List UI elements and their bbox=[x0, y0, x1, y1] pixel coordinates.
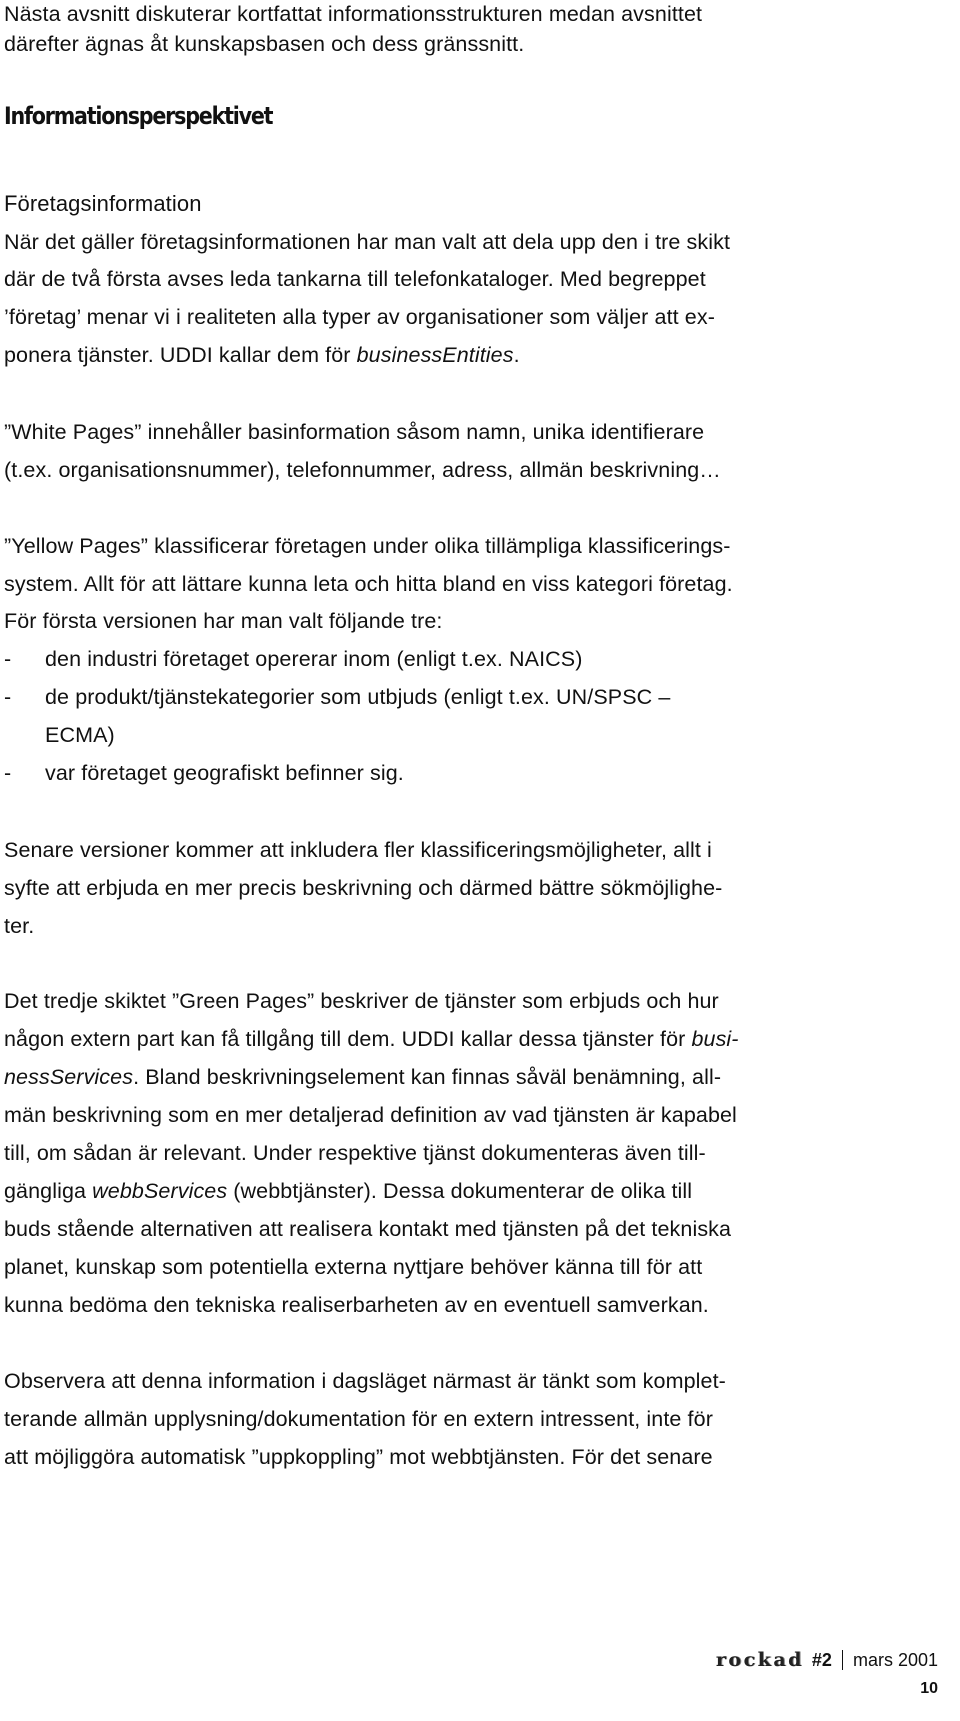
para4-line-2: syfte att erbjuda en mer precis beskrivning och därmed bättre sökmöjlighe- bbox=[4, 876, 723, 900]
para5-line-6 bbox=[4, 1177, 692, 1205]
para3-line-3: För första versionen har man valt följande tre: bbox=[4, 609, 443, 633]
para5-line-7: buds stående alternativen att realisera kontakt med tjänsten på det tekniska bbox=[4, 1217, 732, 1241]
para6-line-3: att möjliggöra automatisk ”uppkoppling” mot webbtjänsten. För det senare bbox=[4, 1445, 713, 1469]
business-entities-term: businessEntities bbox=[356, 343, 514, 367]
para5-line-3 bbox=[4, 1063, 721, 1091]
para2-line-1: ”White Pages” innehåller basinformation såsom namn, unika identifierare bbox=[4, 420, 705, 444]
para5-line-6-text: gängliga bbox=[4, 1179, 93, 1203]
para5-line-8: planet, kunskap som potentiella externa nyttjare behöver känna till för att bbox=[4, 1255, 703, 1279]
section-heading: Informationsperspektivet bbox=[4, 102, 273, 130]
list-item bbox=[4, 683, 904, 711]
issue-number: #2 bbox=[811, 1650, 832, 1670]
subsection-heading: Företagsinformation bbox=[4, 191, 202, 216]
intro-line-1: Nästa avsnitt diskuterar kortfattat informationsstrukturen medan avsnittet bbox=[4, 2, 703, 26]
para5-line-9: kunna bedöma den tekniska realiserbarheten av en eventuell samverkan. bbox=[4, 1293, 709, 1317]
para5-line-2-text: någon extern part kan få tillgång till dem. UDDI kallar dessa tjänster för bbox=[4, 1027, 692, 1051]
bullet-dash: - bbox=[4, 761, 12, 785]
rockad-logo: rockad bbox=[715, 1649, 804, 1671]
bullet-text: var företaget geografiskt befinner sig. bbox=[45, 761, 404, 785]
para5-line-1: Det tredje skiktet ”Green Pages” beskriver de tjänster som erbjuds och hur bbox=[4, 989, 719, 1013]
bullet-text: ECMA) bbox=[45, 723, 115, 747]
footer-issue-line bbox=[716, 1648, 938, 1672]
para3-line-2: system. Allt för att lättare kunna leta och hitta bland en viss kategori företag. bbox=[4, 572, 733, 596]
para2-line-2: (t.ex. organisationsnummer), telefonnummer, adress, allmän beskrivning… bbox=[4, 458, 721, 482]
para4-line-1: Senare versioner kommer att inkludera fler klassificeringsmöjligheter, allt i bbox=[4, 838, 712, 862]
bullet-dash: - bbox=[4, 685, 12, 709]
para4-line-3: ter. bbox=[4, 914, 35, 938]
intro-line-2: därefter ägnas åt kunskapsbasen och dess gränssnitt. bbox=[4, 32, 525, 56]
para1-line-4-text: ponera tjänster. UDDI kallar dem för bbox=[4, 343, 357, 367]
para1-line-1: När det gäller företagsinformationen har man valt att dela upp den i tre skikt bbox=[4, 230, 731, 254]
para1-line-2: där de två första avses leda tankarna till telefonkataloger. Med begreppet bbox=[4, 267, 706, 291]
page-number: 10 bbox=[920, 1680, 938, 1697]
para5-line-6-end: (webbtjänster). Dessa dokumenterar de olika till bbox=[227, 1179, 693, 1203]
bullet-text: de produkt/tjänstekategorier som utbjuds (enligt t.ex. UN/SPSC – bbox=[45, 685, 671, 709]
para1-line-3: ’företag’ menar vi i realiteten alla typer av organisationer som väljer att ex- bbox=[4, 305, 715, 329]
bullet-dash: - bbox=[4, 647, 12, 671]
list-item-continuation bbox=[4, 721, 904, 749]
para5-line-2 bbox=[4, 1025, 739, 1053]
para3-line-1: ”Yellow Pages” klassificerar företagen under olika tillämpliga klassificerings- bbox=[4, 534, 731, 558]
issue-date: mars 2001 bbox=[852, 1650, 938, 1670]
para6-line-1: Observera att denna information i dagsläget närmast är tänkt som komplet- bbox=[4, 1369, 726, 1393]
business-services-term-end: nessServices bbox=[4, 1065, 134, 1089]
para5-line-5: till, om sådan är relevant. Under respektive tjänst dokumenteras även till- bbox=[4, 1141, 706, 1165]
para6-line-2: terande allmän upplysning/dokumentation för en extern intressent, inte för bbox=[4, 1407, 713, 1431]
para5-line-4: män beskrivning som en mer detaljerad definition av vad tjänsten är kapabel bbox=[4, 1103, 737, 1127]
page-footer bbox=[716, 1648, 938, 1700]
para1-line-4-end: . bbox=[513, 343, 520, 367]
list-item bbox=[4, 759, 904, 787]
para1-line-4 bbox=[4, 341, 520, 369]
business-services-term-start: busi- bbox=[691, 1027, 739, 1051]
para5-line-3-text: . Bland beskrivningselement kan finnas såväl benämning, all- bbox=[133, 1065, 722, 1089]
footer-divider bbox=[842, 1650, 843, 1670]
bullet-text: den industri företaget opererar inom (enligt t.ex. NAICS) bbox=[45, 647, 583, 671]
list-item bbox=[4, 645, 904, 673]
webb-services-term: webbServices bbox=[92, 1179, 228, 1203]
